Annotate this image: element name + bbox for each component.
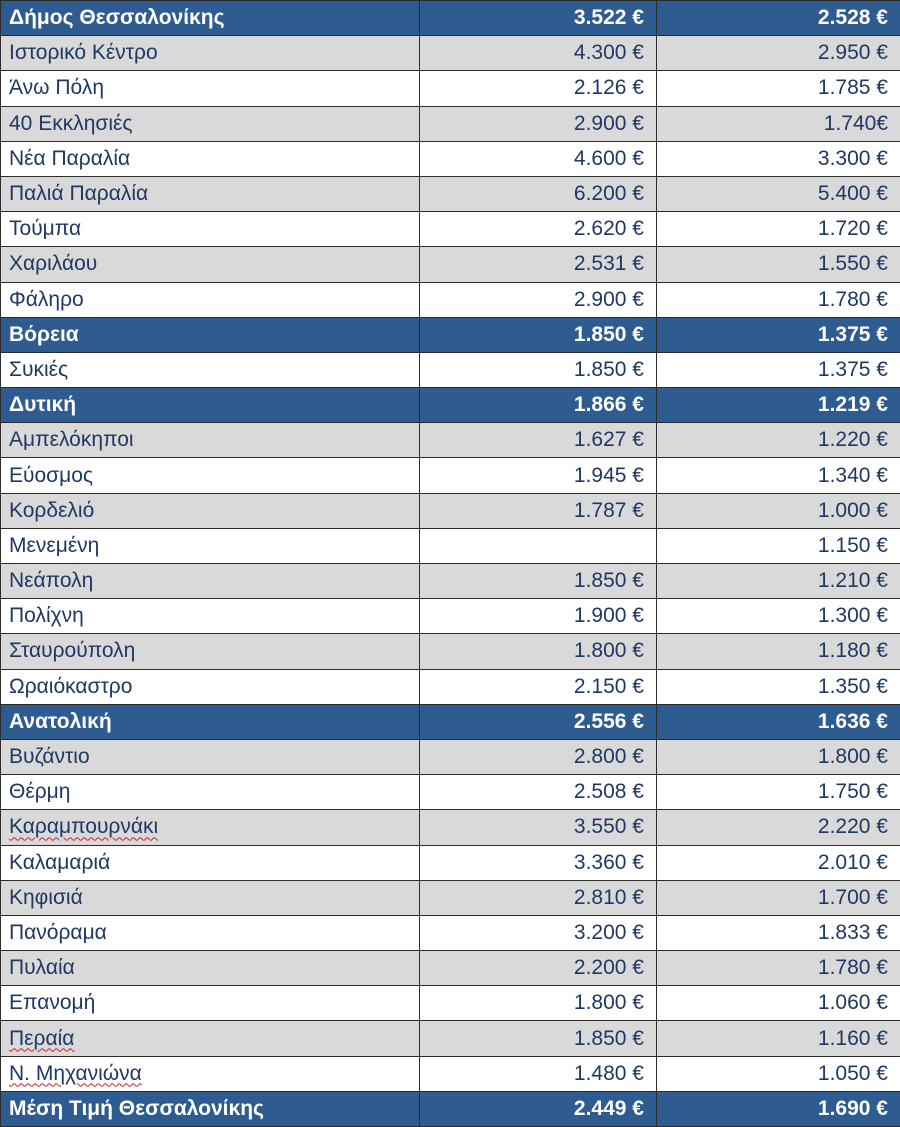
- price-cell-1: 1.866 €: [420, 388, 657, 423]
- price-cell-2: 1.000 €: [657, 493, 900, 528]
- table-row: [1, 71, 900, 106]
- price-cell-1: 1.850 €: [420, 564, 657, 599]
- price-cell-1: 4.300 €: [420, 36, 657, 71]
- price-cell-1: 3.200 €: [420, 915, 657, 950]
- table-row: [1, 352, 900, 387]
- price-cell-2: 1.780 €: [657, 951, 900, 986]
- price-cell-2: 2.950 €: [657, 36, 900, 71]
- table-row: [1, 106, 900, 141]
- table-row: [1, 493, 900, 528]
- area-name-cell: Θέρμη: [1, 775, 420, 810]
- price-cell-2: 3.300 €: [657, 141, 900, 176]
- area-name-cell: Επανομή: [1, 986, 420, 1021]
- table-row: [1, 951, 900, 986]
- price-cell-2: 1.690 €: [657, 1091, 900, 1126]
- price-cell-1: 1.850 €: [420, 317, 657, 352]
- table-row: [1, 739, 900, 774]
- price-cell-1: 1.787 €: [420, 493, 657, 528]
- price-cell-1: 2.531 €: [420, 247, 657, 282]
- table-row: [1, 564, 900, 599]
- area-name-cell: Νέα Παραλία: [1, 141, 420, 176]
- area-name-cell: Βυζάντιο: [1, 739, 420, 774]
- table-row: [1, 176, 900, 211]
- price-cell-2: 1.800 €: [657, 739, 900, 774]
- table-row: [1, 986, 900, 1021]
- area-name-cell: Ανατολική: [1, 704, 420, 739]
- price-cell-2: 1.340 €: [657, 458, 900, 493]
- table-row: [1, 36, 900, 71]
- region-summary-row: [1, 1, 900, 36]
- table-row: [1, 458, 900, 493]
- area-name-cell: Χαριλάου: [1, 247, 420, 282]
- area-name-cell: Πυλαία: [1, 951, 420, 986]
- table-row: [1, 1021, 900, 1056]
- price-cell-1: 3.550 €: [420, 810, 657, 845]
- area-name-cell: Κηφισιά: [1, 880, 420, 915]
- price-cell-1: 1.800 €: [420, 634, 657, 669]
- area-name-cell: Ωραιόκαστρο: [1, 669, 420, 704]
- table-row: [1, 247, 900, 282]
- price-cell-1: 2.449 €: [420, 1091, 657, 1126]
- table-row: [1, 634, 900, 669]
- area-name-cell: Καραμπουρνάκι: [1, 810, 420, 845]
- table-row: [1, 599, 900, 634]
- price-cell-1: 4.600 €: [420, 141, 657, 176]
- price-cell-2: 2.220 €: [657, 810, 900, 845]
- price-cell-2: 1.740€: [657, 106, 900, 141]
- table-row: [1, 528, 900, 563]
- area-name-cell: Φάληρο: [1, 282, 420, 317]
- region-summary-row: [1, 704, 900, 739]
- area-name-cell: Εύοσμος: [1, 458, 420, 493]
- price-cell-1: 2.556 €: [420, 704, 657, 739]
- table-row: [1, 810, 900, 845]
- price-cell-2: 1.180 €: [657, 634, 900, 669]
- price-cell-1: 2.200 €: [420, 951, 657, 986]
- price-cell-2: 1.700 €: [657, 880, 900, 915]
- table-row: [1, 212, 900, 247]
- area-name-cell: Περαία: [1, 1021, 420, 1056]
- area-name-cell: Αμπελόκηποι: [1, 423, 420, 458]
- table-row: [1, 1056, 900, 1091]
- price-cell-2: 1.375 €: [657, 317, 900, 352]
- table-row: [1, 141, 900, 176]
- area-name-cell: Βόρεια: [1, 317, 420, 352]
- price-cell-2: 1.060 €: [657, 986, 900, 1021]
- price-cell-2: 1.220 €: [657, 423, 900, 458]
- price-cell-2: 1.350 €: [657, 669, 900, 704]
- area-name-cell: Σταυρούπολη: [1, 634, 420, 669]
- region-summary-row: [1, 388, 900, 423]
- area-name-cell: Ιστορικό Κέντρο: [1, 36, 420, 71]
- price-cell-1: 1.480 €: [420, 1056, 657, 1091]
- price-cell-1: 3.360 €: [420, 845, 657, 880]
- price-cell-2: 1.780 €: [657, 282, 900, 317]
- table-row: [1, 423, 900, 458]
- price-cell-2: 1.550 €: [657, 247, 900, 282]
- price-cell-1: 2.900 €: [420, 106, 657, 141]
- price-cell-2: 1.750 €: [657, 775, 900, 810]
- area-name-cell: Τούμπα: [1, 212, 420, 247]
- price-cell-2: 1.219 €: [657, 388, 900, 423]
- price-cell-1: 6.200 €: [420, 176, 657, 211]
- price-cell-2: 5.400 €: [657, 176, 900, 211]
- price-cell-2: 1.300 €: [657, 599, 900, 634]
- price-cell-2: 1.160 €: [657, 1021, 900, 1056]
- table-row: [1, 282, 900, 317]
- price-cell-1: 2.508 €: [420, 775, 657, 810]
- area-name-cell: Καλαμαριά: [1, 845, 420, 880]
- price-cell-1: 1.850 €: [420, 1021, 657, 1056]
- region-summary-row: [1, 317, 900, 352]
- price-cell-1: [420, 528, 657, 563]
- price-cell-1: 1.627 €: [420, 423, 657, 458]
- price-cell-1: 2.150 €: [420, 669, 657, 704]
- price-cell-2: 1.210 €: [657, 564, 900, 599]
- price-cell-1: 2.620 €: [420, 212, 657, 247]
- table-row: [1, 845, 900, 880]
- area-name-cell: Μέση Τιμή Θεσσαλονίκης: [1, 1091, 420, 1126]
- price-cell-1: 2.810 €: [420, 880, 657, 915]
- table-row: [1, 775, 900, 810]
- price-cell-2: 1.636 €: [657, 704, 900, 739]
- area-name-cell: Δήμος Θεσσαλονίκης: [1, 1, 420, 36]
- price-cell-2: 1.050 €: [657, 1056, 900, 1091]
- table-row: [1, 915, 900, 950]
- price-cell-2: 1.785 €: [657, 71, 900, 106]
- area-name-cell: Μενεμένη: [1, 528, 420, 563]
- area-name-cell: 40 Εκκλησιές: [1, 106, 420, 141]
- area-name-cell: Νεάπολη: [1, 564, 420, 599]
- price-cell-1: 2.126 €: [420, 71, 657, 106]
- area-name-cell: Παλιά Παραλία: [1, 176, 420, 211]
- price-cell-2: 2.528 €: [657, 1, 900, 36]
- price-cell-1: 1.850 €: [420, 352, 657, 387]
- area-name-cell: Κορδελιό: [1, 493, 420, 528]
- area-name-cell: Άνω Πόλη: [1, 71, 420, 106]
- price-cell-1: 1.945 €: [420, 458, 657, 493]
- table-row: [1, 669, 900, 704]
- price-cell-1: 2.900 €: [420, 282, 657, 317]
- area-name-cell: Πανόραμα: [1, 915, 420, 950]
- price-cell-2: 1.150 €: [657, 528, 900, 563]
- area-name-cell: Πολίχνη: [1, 599, 420, 634]
- price-cell-1: 1.800 €: [420, 986, 657, 1021]
- price-cell-1: 3.522 €: [420, 1, 657, 36]
- region-summary-row: [1, 1091, 900, 1126]
- price-cell-1: 1.900 €: [420, 599, 657, 634]
- table-row: [1, 880, 900, 915]
- price-cell-2: 2.010 €: [657, 845, 900, 880]
- price-cell-2: 1.833 €: [657, 915, 900, 950]
- price-cell-2: 1.375 €: [657, 352, 900, 387]
- area-name-cell: Δυτική: [1, 388, 420, 423]
- price-cell-2: 1.720 €: [657, 212, 900, 247]
- area-name-cell: Συκιές: [1, 352, 420, 387]
- price-cell-1: 2.800 €: [420, 739, 657, 774]
- area-name-cell: Ν. Μηχανιώνα: [1, 1056, 420, 1091]
- price-table-body: [1, 1, 900, 1127]
